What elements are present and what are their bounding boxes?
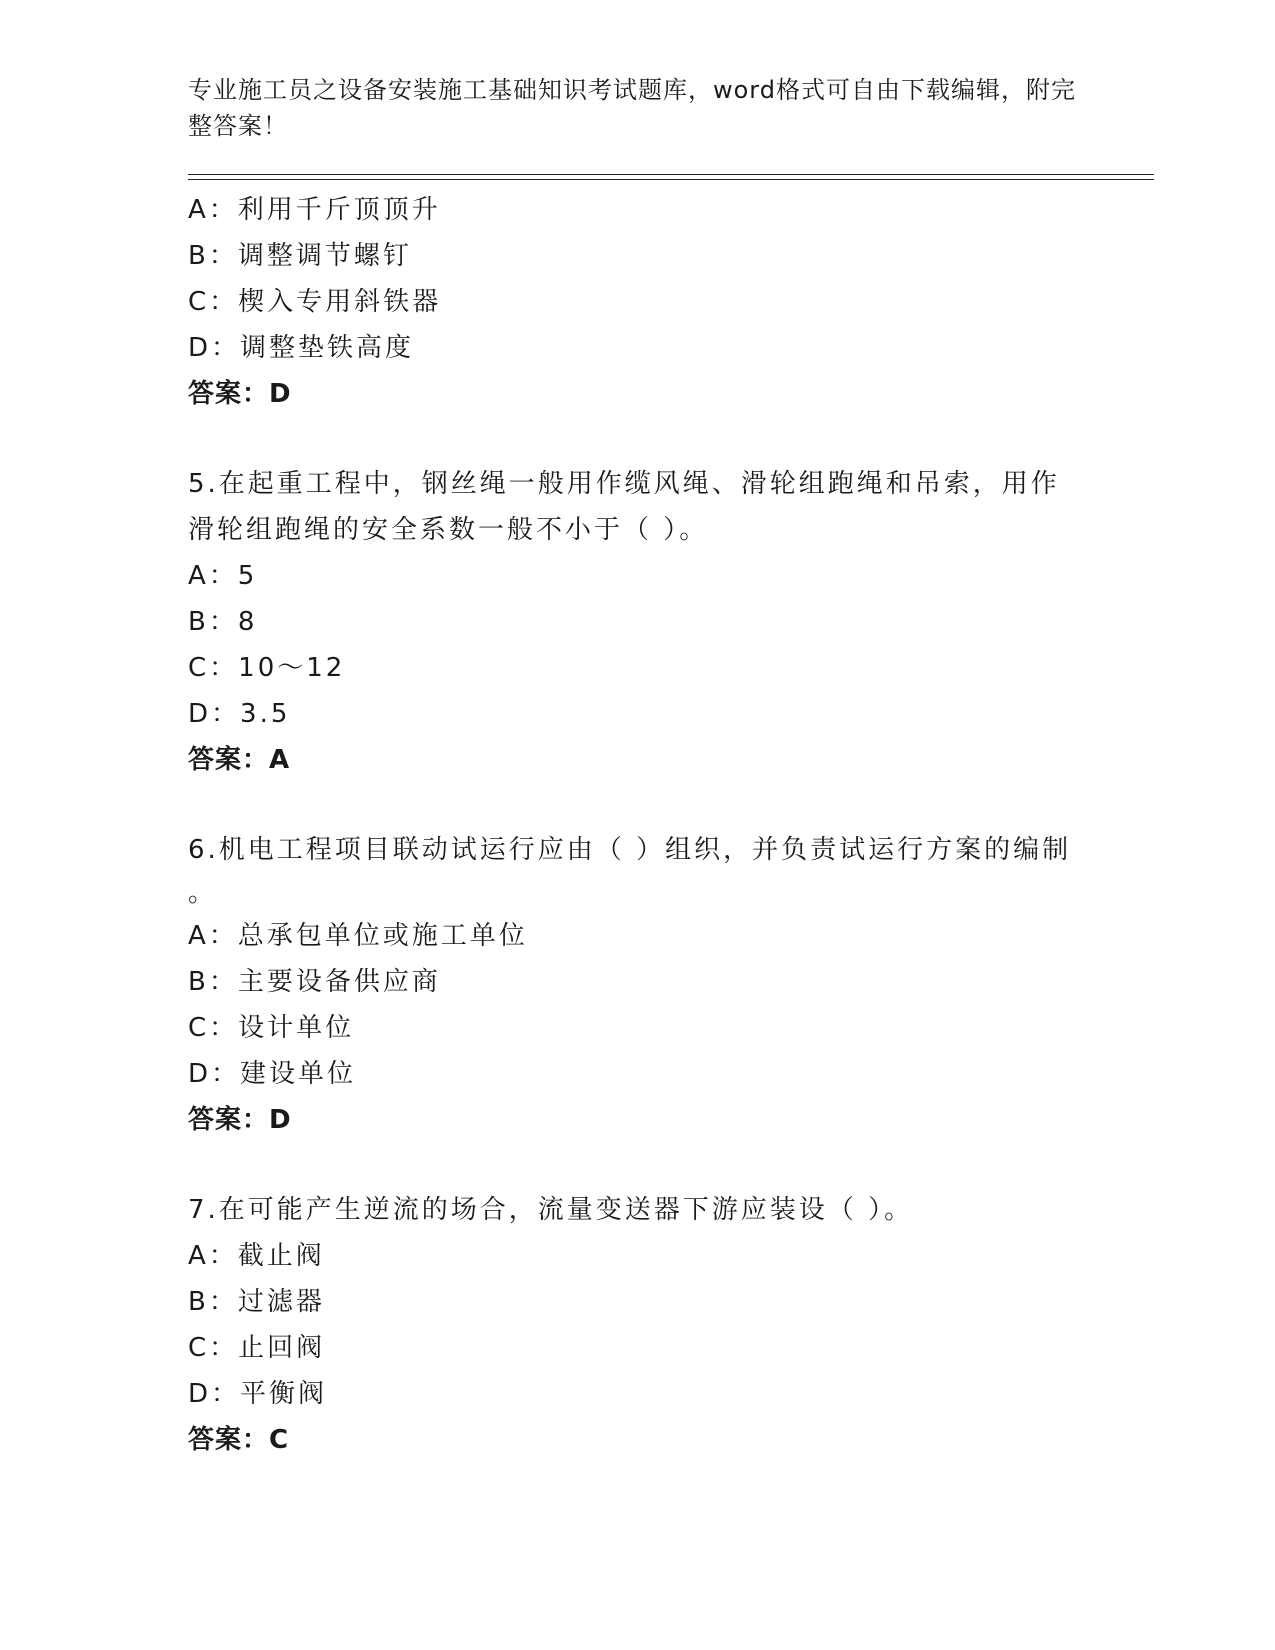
question-text: 6.机电工程项目联动试运行应由（ ）组织，并负责试运行方案的编制 xyxy=(188,835,1072,865)
option-c: C：10～12 xyxy=(188,653,346,683)
question-text-cont: 。 xyxy=(188,878,218,908)
option-c: C：设计单位 xyxy=(188,1013,355,1043)
header-line-1: 专业施工员之设备安装施工基础知识考试题库，word格式可自由下载编辑，附完 xyxy=(188,76,1076,104)
option-c: C：止回阀 xyxy=(188,1333,326,1363)
option-a: A：总承包单位或施工单位 xyxy=(188,921,528,951)
option-b: B：主要设备供应商 xyxy=(188,967,441,997)
answer: 答案：D xyxy=(188,1105,292,1135)
question-4 xyxy=(188,187,1088,417)
option-b: B：过滤器 xyxy=(188,1287,325,1317)
option-a: A：利用千斤顶顶升 xyxy=(188,195,441,225)
question-7 xyxy=(188,1187,1088,1463)
question-text-cont: 滑轮组跑绳的安全系数一般不小于（ ）。 xyxy=(188,515,709,545)
question-5 xyxy=(188,461,1088,783)
answer: 答案：C xyxy=(188,1425,290,1455)
option-b: B：8 xyxy=(188,607,258,637)
question-list xyxy=(188,187,1088,1463)
document-header xyxy=(188,72,1088,144)
option-c: C：楔入专用斜铁器 xyxy=(188,287,442,317)
option-a: A：5 xyxy=(188,561,258,591)
option-d: D：平衡阀 xyxy=(188,1379,328,1409)
option-d: D：调整垫铁高度 xyxy=(188,333,415,363)
question-text: 7.在可能产生逆流的场合，流量变送器下游应装设（ ）。 xyxy=(188,1195,914,1225)
option-d: D：建设单位 xyxy=(188,1059,357,1089)
question-6 xyxy=(188,827,1088,1143)
question-text: 5.在起重工程中，钢丝绳一般用作缆风绳、滑轮组跑绳和吊索，用作 xyxy=(188,469,1060,499)
header-rule-top xyxy=(188,174,1154,175)
option-d: D：3.5 xyxy=(188,699,291,729)
option-b: B：调整调节螺钉 xyxy=(188,241,412,271)
option-a: A：截止阀 xyxy=(188,1241,325,1271)
header-rule-bottom xyxy=(188,179,1154,180)
answer: 答案：D xyxy=(188,379,292,409)
answer: 答案：A xyxy=(188,745,291,775)
header-line-2: 整答案！ xyxy=(188,112,288,140)
